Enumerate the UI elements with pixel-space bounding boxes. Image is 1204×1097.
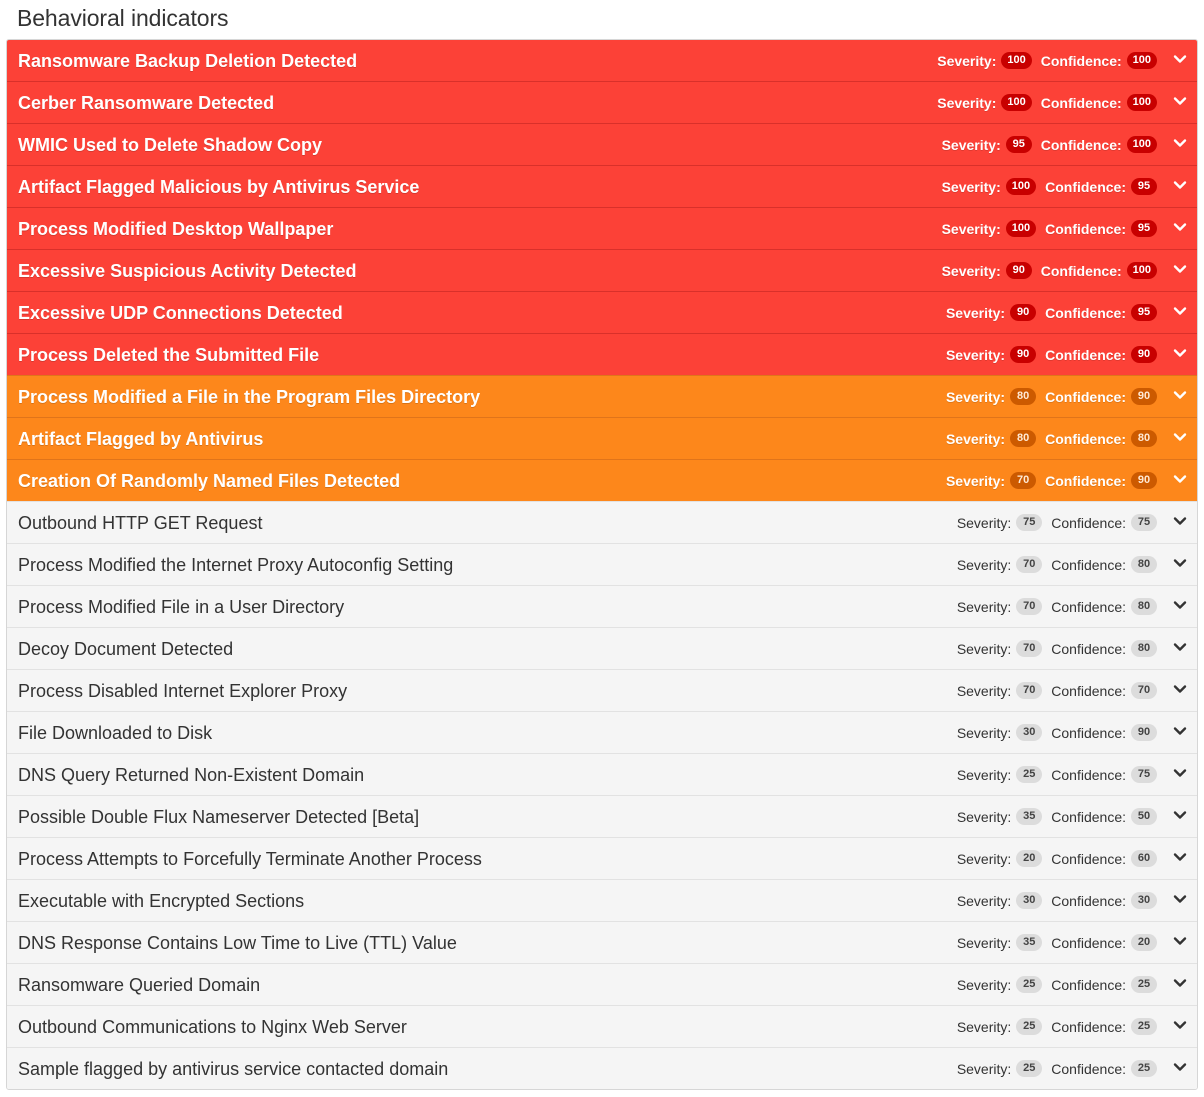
severity-label: Severity: [945,388,1006,405]
severity-label: Severity: [956,514,1012,531]
confidence-label: Confidence: [1040,94,1122,111]
severity-label: Severity: [956,934,1012,951]
confidence-badge: 95 [1131,178,1157,195]
severity-label: Severity: [956,640,1012,657]
indicator-row[interactable] [7,1005,1197,1047]
indicator-title: Outbound Communications to Nginx Web Server [18,1016,407,1037]
indicator-meta [957,1060,1157,1077]
confidence-label: Confidence: [1051,640,1126,657]
indicator-list [6,39,1198,1090]
severity-badge: 90 [1010,346,1036,363]
severity-label: Severity: [956,556,1012,573]
indicator-title: Process Attempts to Forcefully Terminate Another Process [18,848,482,869]
severity-label: Severity: [941,136,1001,153]
indicator-row[interactable] [7,753,1197,795]
severity-badge: 30 [1016,892,1042,909]
indicator-title: Ransomware Queried Domain [18,974,261,995]
severity-label: Severity: [956,766,1012,783]
severity-badge: 30 [1016,724,1042,741]
chevron-down-icon[interactable] [1173,430,1187,444]
chevron-down-icon[interactable] [1173,1018,1187,1032]
confidence-label: Confidence: [1051,1018,1126,1035]
indicator-meta [957,892,1157,909]
indicator-row[interactable] [7,795,1197,837]
severity-label: Severity: [945,430,1006,447]
severity-badge: 35 [1016,808,1042,825]
indicator-row[interactable] [7,963,1197,1005]
severity-badge: 70 [1016,682,1042,699]
indicator-row[interactable] [7,1047,1197,1089]
chevron-down-icon[interactable] [1173,514,1187,528]
severity-badge: 70 [1016,640,1042,657]
severity-badge: 70 [1016,598,1042,615]
chevron-down-icon[interactable] [1173,934,1187,948]
severity-badge: 80 [1010,388,1036,405]
confidence-label: Confidence: [1051,850,1126,867]
indicator-title: Executable with Encrypted Sections [18,890,305,911]
indicator-meta [937,94,1157,111]
indicator-title: Process Modified the Internet Proxy Autoconfig Setting [18,554,454,575]
indicator-title: Artifact Flagged Malicious by Antivirus Service [18,176,420,197]
chevron-down-icon[interactable] [1173,598,1187,612]
confidence-label: Confidence: [1051,724,1126,741]
confidence-badge: 90 [1131,724,1157,741]
confidence-label: Confidence: [1051,1060,1126,1077]
indicator-row[interactable] [7,81,1197,123]
confidence-badge: 100 [1127,94,1157,111]
confidence-label: Confidence: [1045,388,1126,405]
severity-badge: 25 [1016,976,1042,993]
chevron-down-icon[interactable] [1173,136,1187,150]
chevron-down-icon[interactable] [1173,682,1187,696]
severity-badge: 35 [1016,934,1042,951]
indicator-meta [946,304,1157,321]
confidence-badge: 75 [1131,766,1157,783]
indicator-row[interactable] [7,207,1197,249]
confidence-label: Confidence: [1040,136,1122,153]
indicator-meta [957,682,1157,699]
indicator-row[interactable] [7,879,1197,921]
confidence-label: Confidence: [1051,892,1126,909]
confidence-badge: 80 [1131,640,1157,657]
severity-badge: 25 [1016,1018,1042,1035]
indicator-title: Excessive Suspicious Activity Detected [18,260,357,281]
confidence-label: Confidence: [1051,682,1126,699]
confidence-badge: 80 [1131,598,1157,615]
confidence-label: Confidence: [1051,808,1126,825]
confidence-label: Confidence: [1045,220,1126,237]
indicator-row[interactable] [7,837,1197,879]
indicator-row[interactable] [7,585,1197,627]
severity-label: Severity: [956,724,1012,741]
severity-badge: 95 [1006,136,1032,153]
confidence-badge: 60 [1131,850,1157,867]
severity-badge: 100 [1006,178,1036,195]
chevron-down-icon[interactable] [1173,850,1187,864]
confidence-badge: 25 [1131,1060,1157,1077]
indicator-row[interactable] [7,249,1197,291]
confidence-badge: 90 [1131,388,1157,405]
chevron-down-icon[interactable] [1173,766,1187,780]
indicator-meta [942,136,1157,153]
confidence-badge: 25 [1131,1018,1157,1035]
chevron-down-icon[interactable] [1173,556,1187,570]
indicator-row[interactable] [7,543,1197,585]
confidence-badge: 80 [1131,430,1157,447]
chevron-down-icon[interactable] [1173,472,1187,486]
indicator-title: Creation Of Randomly Named Files Detected [18,470,401,491]
chevron-down-icon[interactable] [1173,304,1187,318]
indicator-title: Process Modified Desktop Wallpaper [18,218,334,239]
confidence-label: Confidence: [1045,472,1126,489]
confidence-label: Confidence: [1051,598,1126,615]
chevron-down-icon[interactable] [1173,388,1187,402]
indicator-title: DNS Response Contains Low Time to Live (TTL) Value [18,932,457,953]
chevron-down-icon[interactable] [1173,94,1187,108]
confidence-badge: 100 [1127,52,1157,69]
chevron-down-icon[interactable] [1173,724,1187,738]
severity-label: Severity: [945,472,1006,489]
severity-label: Severity: [956,1060,1012,1077]
confidence-label: Confidence: [1040,262,1122,279]
severity-label: Severity: [956,1018,1012,1035]
confidence-label: Confidence: [1045,430,1126,447]
severity-label: Severity: [937,94,997,111]
chevron-down-icon[interactable] [1173,262,1187,276]
severity-badge: 25 [1016,766,1042,783]
confidence-label: Confidence: [1040,52,1122,69]
indicator-title: Sample flagged by antivirus service contacted domain [18,1058,449,1079]
confidence-badge: 95 [1131,220,1157,237]
confidence-label: Confidence: [1045,346,1126,363]
indicator-meta [957,976,1157,993]
severity-label: Severity: [941,262,1001,279]
indicator-title: Cerber Ransomware Detected [18,92,275,113]
confidence-badge: 25 [1131,976,1157,993]
indicator-row[interactable] [7,375,1197,417]
confidence-label: Confidence: [1051,514,1126,531]
severity-badge: 90 [1006,262,1032,279]
severity-label: Severity: [937,52,997,69]
severity-badge: 25 [1016,1060,1042,1077]
confidence-badge: 90 [1131,346,1157,363]
indicator-title: Process Deleted the Submitted File [18,344,320,365]
confidence-badge: 100 [1127,262,1157,279]
severity-label: Severity: [956,976,1012,993]
indicator-row[interactable] [7,627,1197,669]
indicator-title: Excessive UDP Connections Detected [18,302,343,323]
severity-label: Severity: [956,892,1012,909]
indicator-row[interactable] [7,669,1197,711]
indicator-meta [942,220,1157,237]
chevron-down-icon[interactable] [1173,346,1187,360]
indicator-meta [946,388,1157,405]
indicator-title: Artifact Flagged by Antivirus [18,428,264,449]
indicator-row[interactable] [7,123,1197,165]
indicator-meta [957,514,1157,531]
indicator-meta [957,556,1157,573]
confidence-badge: 20 [1131,934,1157,951]
severity-badge: 70 [1016,556,1042,573]
indicator-meta [957,934,1157,951]
indicator-meta [957,850,1157,867]
severity-label: Severity: [941,178,1001,195]
indicator-meta [942,178,1157,195]
confidence-badge: 90 [1131,472,1157,489]
chevron-down-icon[interactable] [1173,892,1187,906]
indicator-row[interactable] [7,165,1197,207]
confidence-label: Confidence: [1045,178,1126,195]
confidence-badge: 50 [1131,808,1157,825]
indicator-row[interactable] [7,501,1197,543]
severity-badge: 90 [1010,304,1036,321]
indicator-title: Process Modified a File in the Program Files Directory [18,386,481,407]
severity-label: Severity: [956,682,1012,699]
severity-label: Severity: [941,220,1001,237]
severity-label: Severity: [956,598,1012,615]
indicator-meta [957,724,1157,741]
page-title: Behavioral indicators [17,5,229,31]
indicator-title: File Downloaded to Disk [18,722,213,743]
confidence-badge: 75 [1131,514,1157,531]
indicator-meta [937,52,1157,69]
confidence-label: Confidence: [1051,556,1126,573]
indicator-title: Ransomware Backup Deletion Detected [18,50,358,71]
indicator-meta [957,766,1157,783]
indicator-title: Possible Double Flux Nameserver Detected [Beta] [18,806,420,827]
indicator-meta [957,1018,1157,1035]
chevron-down-icon[interactable] [1173,220,1187,234]
confidence-badge: 95 [1131,304,1157,321]
indicator-title: Process Disabled Internet Explorer Proxy [18,680,348,701]
indicator-meta [942,262,1157,279]
severity-badge: 80 [1010,430,1036,447]
severity-label: Severity: [945,346,1006,363]
chevron-down-icon[interactable] [1173,52,1187,66]
indicator-meta [957,598,1157,615]
severity-badge: 100 [1006,220,1036,237]
confidence-label: Confidence: [1051,976,1126,993]
indicator-row[interactable] [7,417,1197,459]
confidence-badge: 30 [1131,892,1157,909]
severity-badge: 100 [1001,94,1031,111]
confidence-label: Confidence: [1045,304,1126,321]
indicator-row[interactable] [7,40,1197,81]
indicator-row[interactable] [7,921,1197,963]
severity-label: Severity: [956,808,1012,825]
indicator-meta [957,640,1157,657]
severity-badge: 100 [1001,52,1031,69]
chevron-down-icon[interactable] [1173,808,1187,822]
chevron-down-icon[interactable] [1173,640,1187,654]
severity-label: Severity: [945,304,1006,321]
indicator-row[interactable] [7,459,1197,501]
confidence-label: Confidence: [1051,766,1126,783]
confidence-badge: 100 [1127,136,1157,153]
indicator-row[interactable] [7,711,1197,753]
indicator-meta [957,808,1157,825]
chevron-down-icon[interactable] [1173,1060,1187,1074]
indicator-title: Outbound HTTP GET Request [18,512,263,533]
confidence-badge: 70 [1131,682,1157,699]
indicator-row[interactable] [7,291,1197,333]
indicator-title: WMIC Used to Delete Shadow Copy [18,134,323,155]
indicator-meta [946,472,1157,489]
severity-badge: 75 [1016,514,1042,531]
chevron-down-icon[interactable] [1173,178,1187,192]
severity-label: Severity: [956,850,1012,867]
severity-badge: 20 [1016,850,1042,867]
indicator-meta [946,430,1157,447]
chevron-down-icon[interactable] [1173,976,1187,990]
indicator-row[interactable] [7,333,1197,375]
indicator-title: Process Modified File in a User Directory [18,596,345,617]
indicator-title: Decoy Document Detected [18,638,234,659]
indicator-title: DNS Query Returned Non-Existent Domain [18,764,365,785]
confidence-badge: 80 [1131,556,1157,573]
confidence-label: Confidence: [1051,934,1126,951]
severity-badge: 70 [1010,472,1036,489]
indicator-meta [946,346,1157,363]
